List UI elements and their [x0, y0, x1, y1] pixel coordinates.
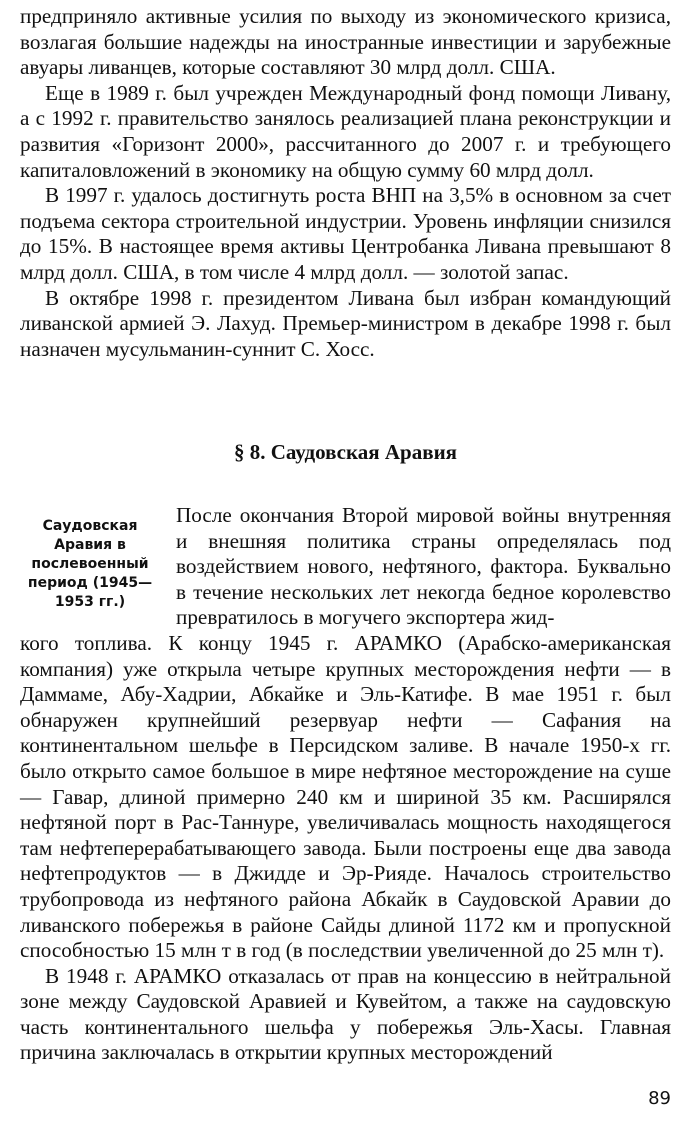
paragraph-gnp-growth: В 1997 г. удалось достигнуть роста ВНП на 3,5% в основном за счет подъема сектора строительной индустрии. Уровень инфляции снизился до 15%. В настоящее время активы Центробанка Ливана превышают 8 млрд долл. США, в том числе 4 млрд долл. — золотой запас.	[20, 183, 671, 284]
paragraph-horizon-2000: Еще в 1989 г. был учрежден Международный фонд помощи Ливану, а с 1992 г. правительство занялось реализацией плана реконструкции и развития «Горизонт 2000», рассчитанного до 2007 г. и требующего капиталовложений в экономику на общую сумму 60 млрд долл.	[20, 80, 671, 182]
section-saudi-text	[20, 503, 671, 1066]
margin-note: Саудовская Аравия в послевоенный период (1945—1953 гг.)	[27, 518, 153, 610]
paragraph-aramco-fields: кого топлива. К концу 1945 г. АРАМКО (Арабско-американская компания) уже открыла четыре крупных месторождения нефти — в Даммаме, Абу-Хадрии, Абкайке и Эль-Катифе. В мае 1951 г. был обнаружен крупнейший резервуар нефти — Сафания на континентальном шельфе в Персидском заливе. В начале 1950-х гг. было открыто самое большое в мире нефтяное месторождение на суше — Гавар, длиной примерно 240 км и шириной 35 км. Расширялся нефтяной порт в Рас-Таннуре, увеличивалась мощность находящегося там нефтеперерабатывающего завода. Были построены еще два завода нефтепродуктов — в Джидде и Эр-Рияде. Началось строительство трубопровода из нефтяного района Абкайк в Саудовской Аравии до ливанского побережья в районе Сайды длиной 1172 км и пропускной способностью 15 млн т в год (в последствии увеличенной до 25 млн т).	[20, 630, 671, 963]
paragraph-postwar-lead: После окончания Второй мировой войны внутренняя и внешняя политика страны определялась под воздействием нового, нефтяного, фактора. Буквально в течение нескольких лет некогда бедное королевство превратилось в могучего экспортера жид-	[176, 503, 671, 630]
paragraph-crisis: предприняло активные усилия по выходу из экономического кризиса, возлагая большие надежды на иностранные инвестиции и зарубежные авуары ливанцев, которые составляют 30 млрд долл. США.	[20, 4, 671, 80]
page-number: 89	[648, 1088, 671, 1109]
paragraph-aramco-concession: В 1948 г. АРАМКО отказалась от прав на концессию в нейтральной зоне между Саудовской Аравией и Кувейтом, а также на саудовскую часть континентального шельфа у побережья Эль-Хасы. Главная причина заключалась в открытии крупных месторождений	[20, 963, 671, 1065]
section-lebanon-text	[20, 4, 671, 362]
paragraph-president-lahoud: В октябре 1998 г. президентом Ливана был избран командующий ливанской армией Э. Лахуд. Премьер-министром в декабре 1998 г. был назначен мусульманин-суннит С. Хосс.	[20, 285, 671, 361]
section-heading: § 8. Саудовская Аравия	[233, 440, 458, 464]
